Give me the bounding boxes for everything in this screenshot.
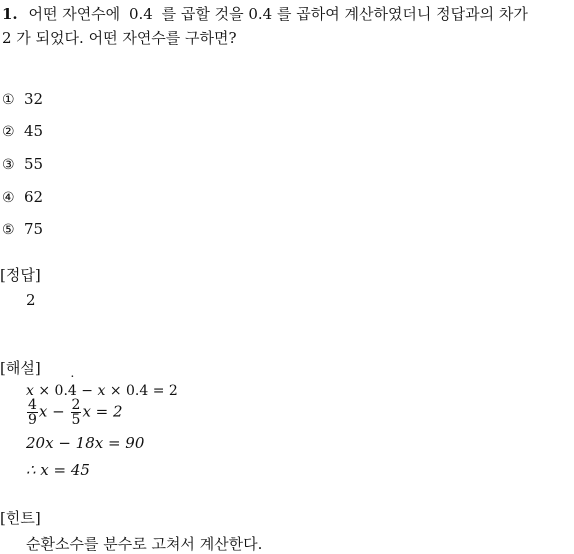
repeating-decimal: 0.˙ 4 bbox=[129, 5, 153, 23]
question-number: 1. bbox=[2, 5, 18, 23]
hint-text: 순환소수를 분수로 고쳐서 계산한다. bbox=[26, 535, 263, 553]
fraction-2-5: $\frac{2}{5}$ bbox=[71, 397, 81, 428]
explanation-label: [해설] bbox=[0, 359, 41, 377]
choice-marker: ① bbox=[2, 92, 15, 108]
choice-value: 62 bbox=[24, 188, 44, 206]
choice-3[interactable] bbox=[2, 155, 43, 173]
choice-value: 55 bbox=[24, 155, 44, 173]
question-line-1 bbox=[2, 3, 528, 24]
choice-5[interactable] bbox=[2, 220, 43, 238]
choice-marker: ② bbox=[2, 124, 15, 140]
explanation-line-1: x × 0.˙ 4 − x × 0.4 = 2 bbox=[26, 383, 178, 399]
choice-2[interactable] bbox=[2, 122, 43, 140]
choice-value: 75 bbox=[24, 220, 44, 238]
question-line-2: 2 가 되었다. 어떤 자연수를 구하면? bbox=[2, 29, 237, 47]
answer-value: 2 bbox=[26, 291, 36, 309]
choice-marker: ③ bbox=[2, 157, 15, 173]
repeating-digit: ˙ 4 bbox=[143, 5, 153, 23]
hint-label: [힌트] bbox=[0, 509, 41, 527]
choice-marker: ⑤ bbox=[2, 222, 15, 238]
choice-marker: ④ bbox=[2, 190, 15, 206]
explanation-line-3: 20x − 18x = 90 bbox=[26, 434, 145, 452]
answer-label: [정답] bbox=[0, 266, 41, 284]
explanation-line-4: ∴ x = 45 bbox=[26, 461, 90, 479]
choice-value: 45 bbox=[24, 122, 44, 140]
choice-value: 32 bbox=[24, 90, 44, 108]
choice-1[interactable] bbox=[2, 90, 43, 108]
explanation-line-2: $\frac{4}{9}$ x − $\frac{2}{5}$ x = 2 bbox=[28, 397, 123, 428]
fraction-4-9: $\frac{4}{9}$ bbox=[28, 397, 37, 428]
question-text-part1: 어떤 자연수에 bbox=[28, 5, 121, 23]
choice-4[interactable] bbox=[2, 188, 43, 206]
question-text-part2: 를 곱할 것을 0.4 를 곱하여 계산하였더니 정답과의 차가 bbox=[161, 5, 528, 23]
repeating-digit: ˙ 4 bbox=[68, 383, 77, 399]
